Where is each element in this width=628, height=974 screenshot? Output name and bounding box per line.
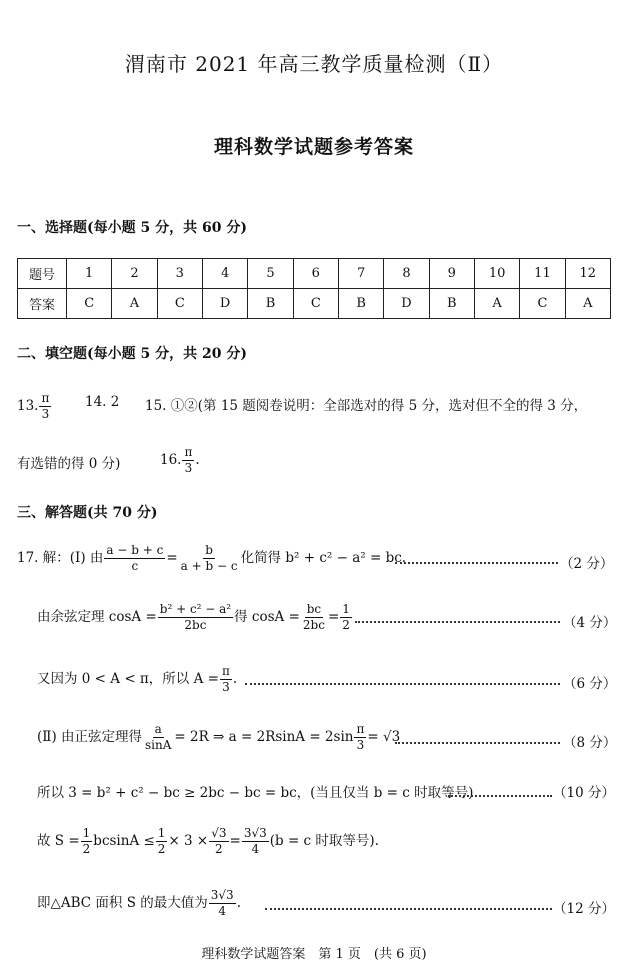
table-row-numbers (18, 259, 611, 289)
denominator: 4 (218, 904, 227, 918)
question-number: 13. (17, 398, 39, 414)
text: 故 S = (37, 833, 80, 849)
table-cell: B (248, 289, 293, 319)
solution-line-5: 所以 3 = b² + c² − bc ≥ 2bc − bc = bc，(当且仅当 b = c 时取等号) (37, 785, 474, 801)
table-cell: C (67, 289, 112, 319)
text: = (166, 550, 178, 566)
table-cell: A (474, 289, 519, 319)
score: （4 分） (563, 615, 617, 631)
table-cell: C (157, 289, 202, 319)
text: . (232, 671, 238, 687)
question-number: 16. (160, 452, 182, 468)
table-cell: 2 (112, 259, 157, 289)
solution-line-6 (37, 826, 379, 857)
fraction (301, 602, 327, 633)
page-title: 渭南市 2021 年高三教学质量检测（Ⅱ） (124, 52, 504, 76)
text: (b = c 时取等号). (269, 833, 379, 849)
text: bcsinA ≤ (93, 833, 155, 849)
text: . (236, 895, 241, 911)
solution-line-4 (37, 722, 400, 753)
table-cell: 1 (67, 259, 112, 289)
denominator: sinA (145, 738, 172, 752)
fraction (156, 826, 168, 857)
score: （10 分） (553, 785, 615, 801)
solution-line-1 (17, 543, 406, 574)
text: = (327, 609, 340, 625)
leader-dots (245, 683, 560, 685)
text: = √3 (367, 729, 401, 745)
fill-answer-15: 15. ①②(第 15 题阅卷说明：全部选对的得 5 分，选对但不全的得 3 分， (145, 398, 588, 414)
section-heading-solution: 三、解答题(共 70 分) (17, 505, 158, 521)
table-cell: 4 (202, 259, 247, 289)
score: （12 分） (553, 901, 615, 917)
table-cell: 8 (384, 259, 429, 289)
fraction (81, 826, 93, 857)
table-cell: 10 (474, 259, 519, 289)
fraction (158, 602, 233, 633)
fraction (143, 722, 173, 753)
fraction (182, 445, 194, 476)
leader-dots (265, 908, 552, 910)
numerator: π (184, 445, 193, 459)
denominator: c (131, 559, 139, 573)
denominator: 2 (157, 842, 166, 856)
period: . (195, 452, 200, 468)
denominator: a + b − c (180, 559, 238, 573)
numerator: b (205, 543, 213, 557)
numerator: 1 (82, 826, 91, 840)
table-cell: C (520, 289, 565, 319)
numerator: √3 (211, 826, 227, 840)
numerator: b² + c² − a² (159, 602, 232, 616)
text: 化简得 b² + c² − a² = bc. (240, 550, 407, 566)
score: （2 分） (560, 556, 614, 572)
page-footer: 理科数学试题答案 第 1 页 (共 6 页) (201, 947, 427, 962)
table-cell: B (429, 289, 474, 319)
text: 即△ABC 面积 S 的最大值为 (37, 895, 208, 911)
numerator: bc (306, 602, 322, 616)
numerator: π (41, 391, 50, 405)
fill-answer-14: 14. 2 (85, 394, 120, 410)
denominator: 3 (184, 461, 193, 475)
page-subtitle: 理科数学试题参考答案 (213, 136, 414, 158)
text: 得 cosA = (234, 609, 300, 625)
table-cell: D (384, 289, 429, 319)
denominator: 3 (41, 407, 50, 421)
section-heading-choice: 一、选择题(每小题 5 分，共 60 分) (17, 220, 247, 236)
numerator: 1 (157, 826, 166, 840)
text: = (229, 833, 241, 849)
table-cell: 6 (293, 259, 338, 289)
fraction (340, 602, 352, 633)
fraction (179, 543, 240, 574)
table-cell: 3 (157, 259, 202, 289)
numerator: 3√3 (243, 826, 267, 840)
table-row-answers (18, 289, 611, 319)
leader-dots (355, 621, 560, 623)
section-heading-fill: 二、填空题(每小题 5 分，共 20 分) (17, 346, 247, 362)
numerator: 3√3 (210, 888, 234, 902)
table-cell: 11 (520, 259, 565, 289)
leader-dots (395, 562, 558, 564)
solution-line-3 (37, 664, 237, 695)
text: 17. 解：(Ⅰ) 由 (17, 550, 104, 566)
denominator: 2 (82, 842, 91, 856)
text: × 3 × (168, 833, 209, 849)
fraction (104, 543, 165, 574)
solution-line-2 (37, 602, 353, 633)
denominator: 3 (222, 680, 230, 694)
fraction (39, 391, 51, 422)
table-cell: 9 (429, 259, 474, 289)
table-cell: 5 (248, 259, 293, 289)
fill-answer-15-cont: 有选错的得 0 分) (17, 456, 121, 472)
table-cell: B (338, 289, 383, 319)
text: = 2R ⇒ a = 2RsinA = 2sin (174, 729, 354, 745)
numerator: a − b + c (106, 543, 164, 557)
table-cell-label: 答案 (18, 289, 67, 319)
solution-line-7 (37, 888, 241, 919)
fill-answer-16 (160, 445, 200, 476)
text: 由余弦定理 cosA = (37, 609, 157, 625)
table-cell: 12 (565, 259, 610, 289)
numerator: 1 (342, 602, 350, 616)
table-cell: D (202, 289, 247, 319)
table-cell: C (293, 289, 338, 319)
answer-table (17, 258, 611, 319)
numerator: π (356, 722, 365, 736)
leader-dots (395, 742, 560, 744)
score: （6 分） (563, 676, 617, 692)
leader-dots (448, 795, 552, 797)
denominator: 4 (251, 842, 260, 856)
table-cell: A (112, 289, 157, 319)
fraction (354, 722, 366, 753)
fraction (220, 664, 232, 695)
denominator: 3 (356, 738, 365, 752)
table-cell-label: 题号 (18, 259, 67, 289)
text: 又因为 0 < A < π，所以 A = (37, 671, 219, 687)
denominator: 2 (342, 618, 350, 632)
table-cell: 7 (338, 259, 383, 289)
denominator: 2bc (184, 618, 207, 632)
fraction (209, 826, 228, 857)
fraction (209, 888, 236, 919)
fraction (242, 826, 269, 857)
text: (Ⅱ) 由正弦定理得 (37, 729, 143, 745)
table-cell: A (565, 289, 610, 319)
denominator: 2bc (302, 618, 325, 632)
score: （8 分） (563, 735, 617, 751)
numerator: a (154, 722, 162, 736)
numerator: π (221, 664, 230, 678)
fill-answer-13 (17, 391, 52, 422)
denominator: 2 (215, 842, 223, 856)
